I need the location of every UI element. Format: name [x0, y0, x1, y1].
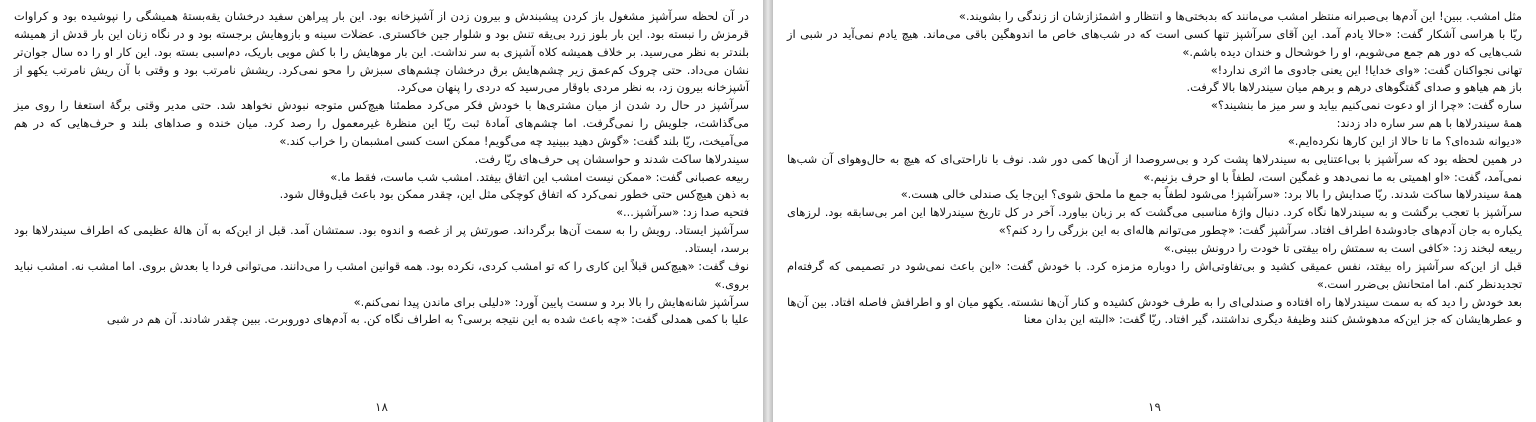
paragraph: همهٔ سیندرلاها با هم سر ساره داد زدند: [1336, 116, 1522, 131]
paragraph: تهانی نجواکنان گفت: «وای خدایا! این یعنی جادوی ما اثری ندارد!» [1210, 62, 1522, 77]
paragraph: فتحیه صدا زد: «سرآشپز...» [616, 205, 749, 220]
left-page-text [14, 8, 749, 329]
right-page [773, 0, 1536, 422]
paragraph: ساره گفت: «چرا از او دعوت نمی‌کنیم بیاید و سر میز ما بنشیند؟» [1210, 98, 1522, 113]
paragraph: سیندرلاها ساکت شدند و حواسشان پی حرف‌های ریّا رفت. [474, 151, 749, 166]
paragraph: بعد خودش را دید که به سمت سیندرلاها راه افتاده و صندلی‌ای را به طرف خودش کشیده و کنار آن‌ها نشسته. یکهو میان او و اطرافش فاصله افتاد. بین آن‌ها و عطرهایشان که جز این‌که مدهوشش کنند وظیفهٔ دیگری نداشتند، گیر افتاد. ریّا گفت: «البته این بدان معنا [787, 294, 1522, 327]
paragraph: به ذهن هیچ‌کس حتی خطور نمی‌کرد که اتفاق کوچکی مثل این، چقدر ممکن بود باعث قیل‌وقال شود. [279, 187, 749, 202]
paragraph: نوف گفت: «هیچ‌کس قبلاً این کاری را که تو امشب کردی، نکرده بود. همه قوانین امشب را می‌دانند. می‌توانی فردا یا بعدش بروی. اما امشب نه. امشب نباید بروی.» [14, 258, 749, 291]
page-number: ۱۸ [375, 400, 388, 414]
paragraph: باز هم هیاهو و صدای گفتگوهای درهم و برهم میان سیندرلاها بالا گرفت. [1186, 80, 1522, 95]
right-page-text [787, 8, 1522, 329]
paragraph: سرآشپز شانه‌هایش را بالا برد و سست پایین آورد: «دلیلی برای ماندن پیدا نمی‌کنم.» [353, 294, 749, 309]
paragraph: مثل امشب. ببین! این آدم‌ها بی‌صبرانه منتظر امشب می‌مانند که بدبختی‌ها و انتظار و اشمئزازشان از زندگی را بشویند.» [958, 9, 1522, 23]
left-page [0, 0, 763, 422]
paragraph: «دیوانه شده‌ای؟ ما تا حالا از این کارها نکرده‌ایم.» [1287, 133, 1522, 148]
paragraph: سرآشپز در حال رد شدن از میان مشتری‌ها با خودش فکر می‌کرد مطمئنا هیچ‌کس متوجه نبودش نخواهد شد. حتی مدیر وقتی برگهٔ استعفا را روی میز می‌گذاشت، جلویش را نمی‌گرفت. اما چشم‌های آمادهٔ ثبت ریّا این منظرهٔ غیرمعمول را رصد کرد. میان خنده و صداهای بلند و حرف‌هایی که در هم می‌آمیخت، ریّا بلند گفت: «گوش دهید ببینید چه می‌گویم! ممکن است کسی امشبمان را خراب کند.» [14, 98, 749, 148]
page-number: ۱۹ [1148, 400, 1161, 414]
paragraph: سرآشپز با تعجب برگشت و به سیندرلاها نگاه کرد. دنبال واژهٔ مناسبی می‌گشت که بر زبان بیاورد. آخر در کل تاریخ سیندرلاها این امر بی‌سابقه بود. لرزهای یکباره به جان آدم‌های جادوشدهٔ اطراف افتاد. سرآشپز گفت: «چطور می‌توانم هاله‌ای به این بزرگی را رد کنم؟» [787, 205, 1522, 238]
paragraph: سرآشپز ایستاد. رویش را به سمت آن‌ها برگرداند. صورتش پر از غصه و اندوه بود. سمتشان آمد. قبل از این‌که به آن هالهٔ عظیمی که اطراف سیندرلاها بود برسد، ایستاد. [14, 223, 749, 255]
paragraph: ربیعه لبخند زد: «کافی است به سمتش راه بیفتی تا خودت را درونش ببینی.» [1163, 240, 1522, 255]
paragraph: علیا با کمی همدلی گفت: «چه باعث شده به این نتیجه برسی؟ به اطراف نگاه کن. به آدم‌های دوروبرت. ببین چقدر شادند. آن هم در شبی [106, 312, 749, 327]
paragraph: قبل از این‌که سرآشپز راه بیفتد، نفس عمیقی کشید و بی‌تفاوتی‌اش را دوباره مزمزه کرد. با خودش گفت: «این باعث نمی‌شود در تصمیمی که گرفته‌ام تجدیدنظر کنم. اما امتحانش بی‌ضرر است.» [787, 258, 1522, 291]
paragraph: همهٔ سیندرلاها ساکت شدند. ریّا صدایش را بالا برد: «سرآشپز! می‌شود لطفاً به جمع ما ملحق شوی؟ این‌جا یک صندلی خالی هست.» [900, 187, 1522, 202]
paragraph: در همین لحظه بود که سرآشپز با بی‌اعتنایی به سیندرلاها پشت کرد و بی‌سروصدا از آن‌ها کمی دور شد. نوف با ناراحتی‌ای که هیچ به حال‌وهوای آن شب‌ها نمی‌آمد، گفت: «او اهمیتی به ما نمی‌دهد و غمگین است، لطفاً با او حرف بزنیم.» [787, 151, 1522, 184]
paragraph: ربیعه عصبانی گفت: «ممکن نیست امشب این اتفاق بیفتد. امشب شب ماست، فقط ما.» [330, 169, 749, 184]
book-gutter [763, 0, 773, 422]
paragraph: ریّا با هراسی آشکار گفت: «حالا یادم آمد. این آقای سرآشپز تنها کسی است که در شب‌های خاص ما اندوهگین باقی می‌ماند. هیچ یادم نمی‌آید در شبی از شب‌هایی که دور هم جمع می‌شویم، او را خوشحال و خندان دیده باشم.» [787, 26, 1522, 59]
paragraph: در آن لحظه سرآشپز مشغول باز کردن پیشبندش و بیرون زدن از آشپزخانه بود. این بار پیراهن سفید درخشان یقه‌بستهٔ همیشگی را نپوشیده بود و کراوات قرمزش را نبسته بود. این بار بلوز زرد بی‌یقه تنش بود و شلوار جین خاکستری. عضلات سینه و بازوهایش برجسته بود و در نگاه زنان این بار قدش از همیشه بلندتر به نظر می‌رسید. بر خلاف همیشه کلاه آشپزی به سر نداشت. این بار موهایش را با کش مویی باریک، دم‌اسبی بسته بود. این کار او را ده سال جوان‌تر نشان می‌داد. حتی چروک کم‌عمق زیر چشم‌هایش برق درخشان چشم‌های سبزش را محو نمی‌کرد. ریشش نامرتب بود و وقتی با آن ریش نامرتب یکهو از آشپزخانه بیرون زد، به نظر مردی باوقار می‌رسید که دردی را پنهان می‌کرد. [14, 9, 749, 95]
